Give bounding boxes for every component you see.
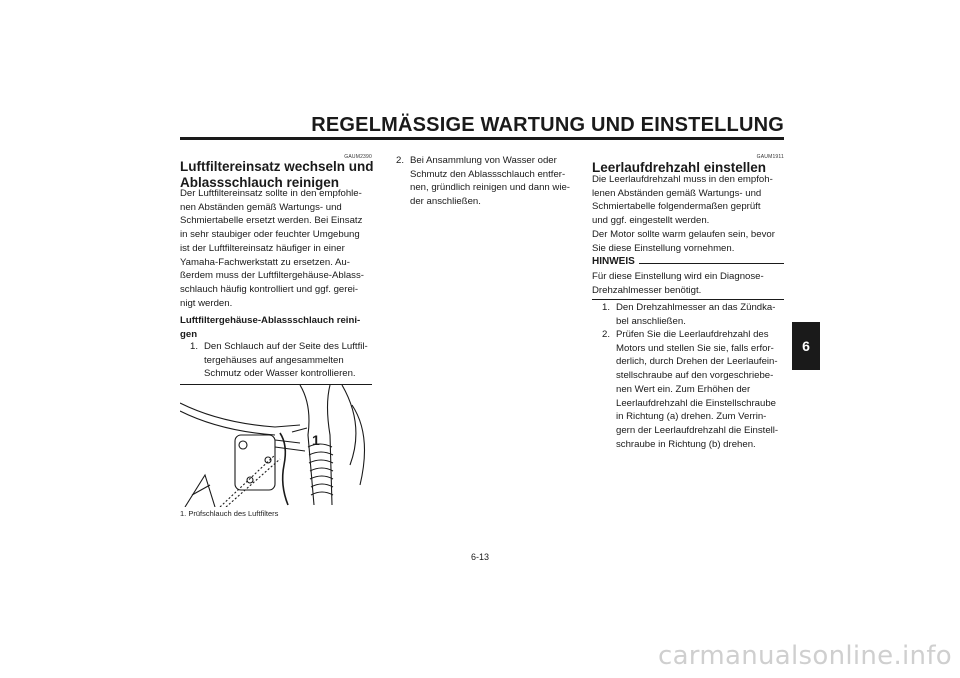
text-line: Yamaha-Fachwerkstatt zu ersetzen. Au-: [180, 256, 350, 268]
text-line: Der Motor sollte warm gelaufen sein, bevor: [592, 228, 775, 240]
text-line: stellschraube auf den vorgeschriebe-: [616, 370, 774, 382]
text-line: Den Drehzahlmesser an das Zündka-: [616, 302, 776, 313]
text-line: Prüfen Sie die Leerlaufdrehzahl des: [616, 329, 769, 340]
step-2: [386, 154, 580, 209]
text-line: Der Luftfiltereinsatz sollte in den empfohle-: [180, 188, 362, 199]
air-filter-paragraph: [180, 187, 380, 310]
subheading-line: gen: [180, 328, 198, 340]
text-line: Motors und stellen Sie sie, falls erfor-: [616, 342, 774, 354]
step-text: [410, 154, 580, 209]
figure-air-filter-hose: [180, 384, 372, 507]
text-line: Bei Ansammlung von Wasser oder: [410, 155, 557, 166]
step-text: [616, 301, 792, 328]
text-line: tergehäuses auf angesammelten: [204, 354, 344, 366]
note-heading: [592, 256, 784, 267]
text-line: schlauch häufig kontrolliert und ggf. gerei-: [180, 283, 359, 295]
text-line: Schmutz den Ablassschlauch entfer-: [410, 168, 566, 180]
text-line: nen Wert ein. Zum Erhöhen der: [616, 383, 751, 395]
text-line: ßerdem muss der Luftfiltergehäuse-Ablass-: [180, 270, 364, 282]
text-line: Schmutz oder Wasser kontrollieren.: [204, 368, 356, 380]
text-line: nen Abständen gemäß Wartungs- und: [180, 201, 342, 213]
text-line: Für diese Einstellung wird ein Diagnose-: [592, 271, 764, 282]
figure-callout: 1: [312, 432, 320, 448]
note-label: HINWEIS: [592, 256, 635, 267]
text-line: lenen Abständen gemäß Wartungs- und: [592, 187, 762, 199]
text-line: nigt werden.: [180, 297, 233, 309]
subheading-drain-hose: [180, 314, 380, 341]
header-rule: [180, 137, 784, 140]
step-text: [204, 340, 380, 381]
note-text: [592, 270, 792, 297]
text-line: in sehr staubiger oder feuchter Umgebung: [180, 229, 360, 241]
motorcycle-detail-illustration: [180, 385, 372, 507]
section-title-idle-speed: Leerlaufdrehzahl einstellen: [592, 160, 767, 175]
text-line: Drehzahlmesser benötigt.: [592, 284, 702, 296]
idle-step-1: [592, 301, 792, 328]
idle-step-2: [592, 328, 792, 451]
figure-caption: 1. Prüfschlauch des Luftfilters: [180, 509, 279, 518]
text-line: derlich, durch Drehen der Leerlaufein-: [616, 356, 778, 368]
idle-speed-paragraph: [592, 173, 792, 255]
text-line: gern der Leerlaufdrehzahl die Einstell-: [616, 424, 779, 436]
text-line: Schmiertabelle ersetzt werden. Bei Einsatz: [180, 215, 363, 227]
text-line: Schmiertabelle folgendermaßen geprüft: [592, 201, 761, 213]
step-number: 1.: [601, 302, 610, 313]
section-code: GAUM2390: [344, 154, 372, 160]
note-rule: [639, 263, 784, 264]
step-number: 2.: [395, 155, 404, 166]
text-line: bel anschließen.: [616, 315, 686, 327]
text-line: der anschließen.: [410, 196, 481, 208]
text-line: schraube in Richtung (b) drehen.: [616, 438, 756, 450]
chapter-title: REGELMÄSSIGE WARTUNG UND EINSTELLUNG: [311, 114, 784, 136]
title-line: Luftfiltereinsatz wechseln und: [180, 159, 374, 174]
text-line: ist der Luftfiltereinsatz häufiger in einer: [180, 242, 345, 254]
watermark: carmanualsonline.info: [657, 641, 952, 671]
text-line: Sie diese Einstellung vornehmen.: [592, 242, 735, 254]
text-line: nen, gründlich reinigen und dann wie-: [410, 182, 571, 194]
text-line: Den Schlauch auf der Seite des Luftfil-: [204, 341, 368, 352]
title-line: Ablassschlauch reinigen: [180, 175, 340, 190]
step-number: 2.: [601, 329, 610, 340]
step-number: 1.: [189, 341, 198, 352]
subheading-line: Luftfiltergehäuse-Ablassschlauch reini-: [180, 315, 361, 326]
step-text: [616, 328, 792, 451]
text-line: Die Leerlaufdrehzahl muss in den empfoh-: [592, 174, 773, 185]
text-line: und ggf. eingestellt werden.: [592, 215, 710, 227]
step-1: [180, 340, 380, 381]
chapter-tab[interactable]: 6: [792, 322, 820, 370]
note-end-rule: [592, 299, 784, 300]
text-line: in Richtung (a) drehen. Zum Verrin-: [616, 411, 767, 423]
section-code: GAUM1911: [756, 154, 784, 160]
page-number: 6-13: [470, 552, 489, 562]
text-line: Leerlaufdrehzahl die Einstellschraube: [616, 397, 776, 409]
